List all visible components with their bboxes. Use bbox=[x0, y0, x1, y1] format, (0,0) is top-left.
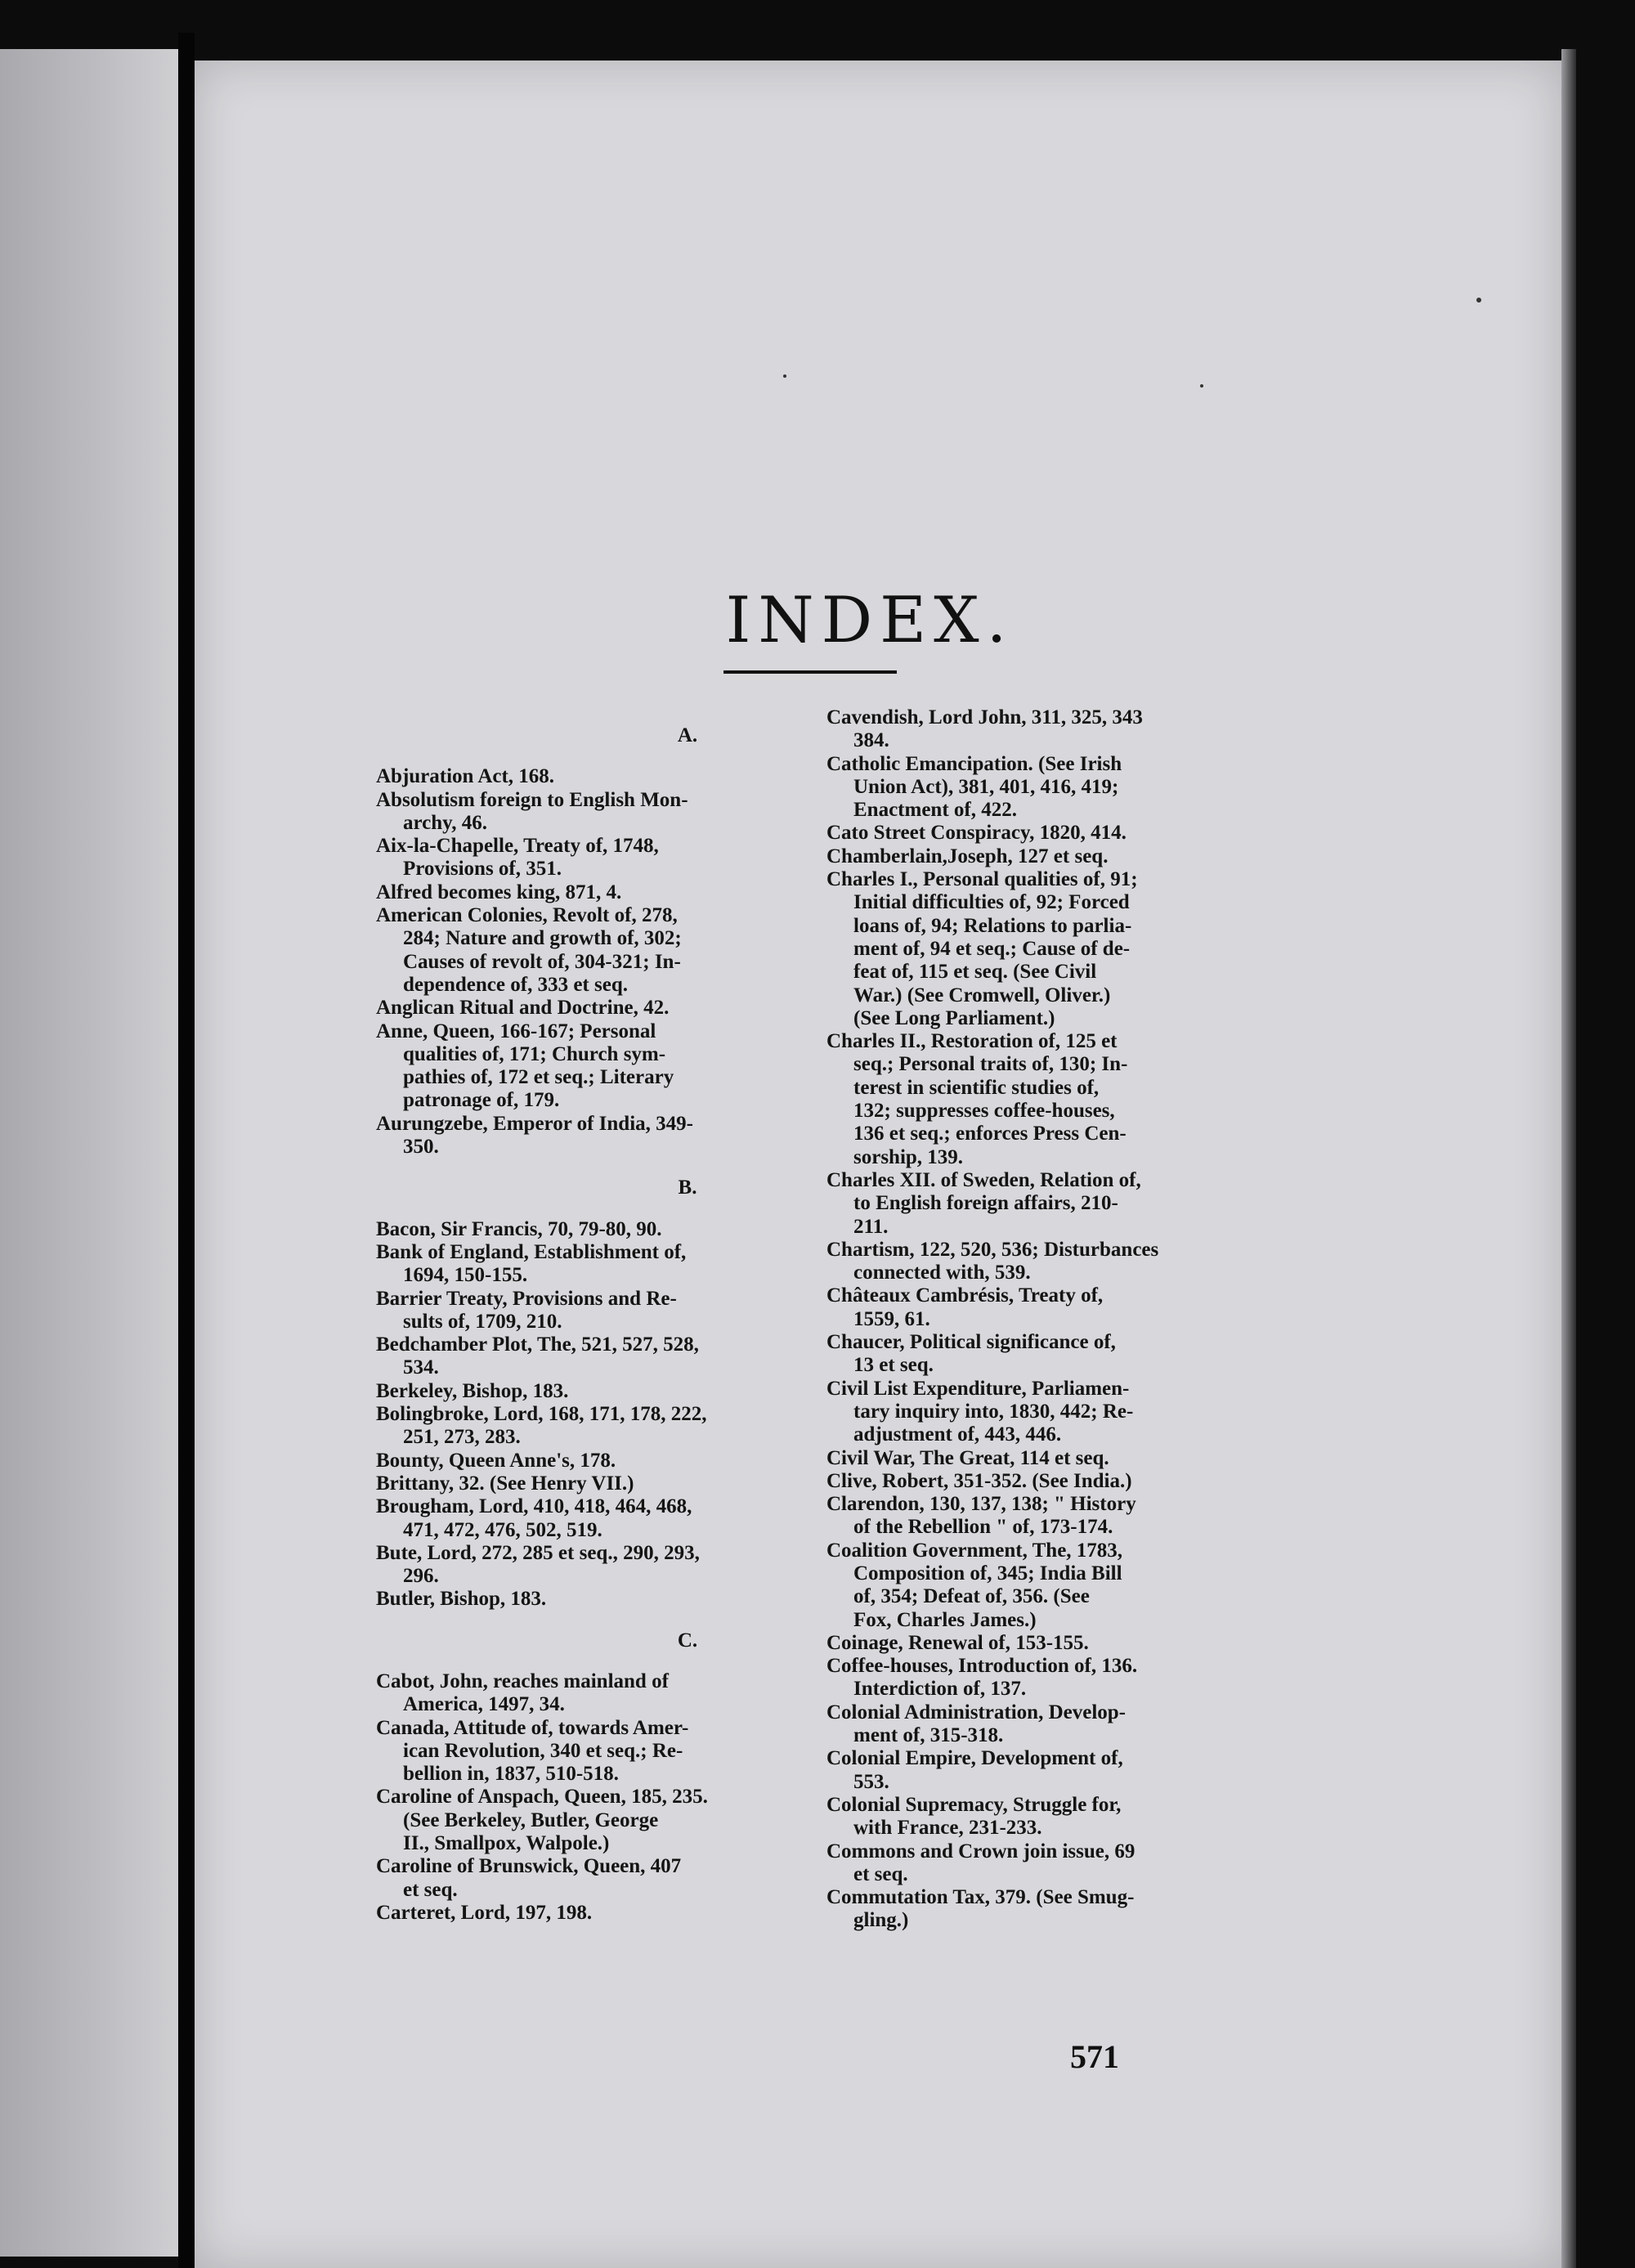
paper-speck bbox=[1476, 298, 1481, 303]
index-entry: Cavendish, Lord John, 311, 325, 343 384. bbox=[826, 706, 1143, 752]
paper-speck bbox=[1200, 384, 1203, 388]
index-entry: American Colonies, Revolt of, 278, 284; Nature and growth of, 302; Causes of revolt of, 304-321; In- dependence of, 333 et seq. bbox=[376, 904, 682, 996]
index-entry: Aix-la-Chapelle, Treaty of, 1748, Provisions of, 351. bbox=[376, 835, 659, 881]
facing-page-edge bbox=[0, 49, 178, 2257]
index-entry: Anglican Ritual and Doctrine, 42. bbox=[376, 997, 670, 1020]
index-entry: Colonial Supremacy, Struggle for, with France, 231-233. bbox=[826, 1793, 1122, 1840]
index-entry: Civil List Expenditure, Parliamen- tary inquiry into, 1830, 442; Re- adjustment of, 443, 446. bbox=[826, 1377, 1134, 1446]
index-entry: Caroline of Anspach, Queen, 185, 235. (See Berkeley, Butler, George II., Smallpox, Walpole.) bbox=[376, 1786, 708, 1855]
index-entry: Clarendon, 130, 137, 138; " History of the Rebellion " of, 173-174. bbox=[826, 1493, 1136, 1539]
page-number: 571 bbox=[1070, 2038, 1119, 2075]
section-letter: A. bbox=[677, 724, 698, 746]
index-entry: Cato Street Conspiracy, 1820, 414. bbox=[826, 822, 1127, 845]
page-title: INDEX. bbox=[725, 584, 1015, 657]
index-entry: Butler, Bishop, 183. bbox=[376, 1588, 547, 1611]
index-entry: Catholic Emancipation. (See Irish Union Act), 381, 401, 416, 419; Enactment of, 422. bbox=[826, 752, 1122, 822]
index-entry: Caroline of Brunswick, Queen, 407 et seq. bbox=[376, 1855, 682, 1901]
index-entry: Commons and Crown join issue, 69 et seq. bbox=[826, 1840, 1136, 1885]
index-entry: Anne, Queen, 166-167; Personal qualities of, 171; Church sym- pathies of, 172 et seq.; Literary patronage of, 179. bbox=[376, 1020, 674, 1112]
index-entry: Barrier Treaty, Provisions and Re- sults of, 1709, 210. bbox=[376, 1287, 677, 1333]
index-entry: Charles XII. of Sweden, Relation of, to English foreign affairs, 210- 211. bbox=[826, 1168, 1141, 1238]
index-entry: Bank of England, Establishment of, 1694, 150-155. bbox=[376, 1240, 687, 1287]
section-letter: C. bbox=[677, 1629, 698, 1652]
index-entry: Absolutism foreign to English Mon- archy, 46. bbox=[376, 788, 688, 834]
page-edge bbox=[1561, 49, 1576, 2268]
section-letter: B. bbox=[678, 1177, 697, 1199]
paper-speck bbox=[783, 374, 786, 378]
book-page bbox=[195, 61, 1561, 2268]
book-gutter bbox=[178, 33, 195, 2268]
index-entry: Chartism, 122, 520, 536; Disturbances connected with, 539. bbox=[826, 1238, 1159, 1284]
index-entry: Coffee-houses, Introduction of, 136. Interdiction of, 137. bbox=[826, 1655, 1138, 1701]
title-rule bbox=[723, 670, 897, 674]
index-entry: Commutation Tax, 379. (See Smug- gling.) bbox=[826, 1886, 1135, 1932]
index-entry: Colonial Empire, Development of, 553. bbox=[826, 1747, 1123, 1793]
index-entry: Bacon, Sir Francis, 70, 79-80, 90. bbox=[376, 1217, 662, 1240]
index-entry: Chaucer, Political significance of, 13 et seq. bbox=[826, 1331, 1116, 1377]
index-entry: Charles II., Restoration of, 125 et seq.; Personal traits of, 130; In- terest in scientific studies of, 132; suppresses coffee-houses, 136 et seq.; enforces Press Cen- sorship, 139. bbox=[826, 1030, 1128, 1168]
index-entry: Brougham, Lord, 410, 418, 464, 468, 471, 472, 476, 502, 519. bbox=[376, 1495, 692, 1541]
index-entry: Bolingbroke, Lord, 168, 171, 178, 222, 251, 273, 283. bbox=[376, 1403, 707, 1449]
index-entry: Coalition Government, The, 1783, Composition of, 345; India Bill of, 354; Defeat of, 356. (See Fox, Charles James.) bbox=[826, 1539, 1123, 1631]
index-entry: Brittany, 32. (See Henry VII.) bbox=[376, 1472, 634, 1495]
index-entry: Civil War, The Great, 114 et seq. bbox=[826, 1446, 1109, 1469]
index-entry: Châteaux Cambrésis, Treaty of, 1559, 61. bbox=[826, 1284, 1104, 1330]
index-entry: Aurungzebe, Emperor of India, 349- 350. bbox=[376, 1112, 693, 1159]
index-entry: Bute, Lord, 272, 285 et seq., 290, 293, 296. bbox=[376, 1541, 700, 1588]
index-entry: Cabot, John, reaches mainland of America, 1497, 34. bbox=[376, 1670, 669, 1716]
index-entry: Carteret, Lord, 197, 198. bbox=[376, 1901, 593, 1924]
index-entry: Coinage, Renewal of, 153-155. bbox=[826, 1631, 1089, 1654]
index-entry: Chamberlain,Joseph, 127 et seq. bbox=[826, 845, 1109, 867]
index-entry: Colonial Administration, Develop- ment of, 315-318. bbox=[826, 1701, 1126, 1747]
index-entry: Alfred becomes king, 871, 4. bbox=[376, 881, 622, 903]
index-column-right bbox=[826, 706, 1449, 1933]
index-entry: Berkeley, Bishop, 183. bbox=[376, 1379, 569, 1402]
index-entry: Canada, Attitude of, towards Amer- ican Revolution, 340 et seq.; Re- bellion in, 1837, 510-518. bbox=[376, 1716, 689, 1786]
index-entry: Bounty, Queen Anne's, 178. bbox=[376, 1449, 616, 1472]
index-entry: Clive, Robert, 351-352. (See India.) bbox=[826, 1469, 1132, 1492]
index-entry: Bedchamber Plot, The, 521, 527, 528, 534. bbox=[376, 1333, 699, 1379]
index-entry: Abjuration Act, 168. bbox=[376, 765, 555, 788]
index-entry: Charles I., Personal qualities of, 91; Initial difficulties of, 92; Forced loans of, 94; Relations to parlia- ment of, 94 et seq.; Cause of de- feat of, 115 et seq. (See Civil War.) (See Cromwell, Oliver.) (See Long Parliament.) bbox=[826, 868, 1138, 1029]
